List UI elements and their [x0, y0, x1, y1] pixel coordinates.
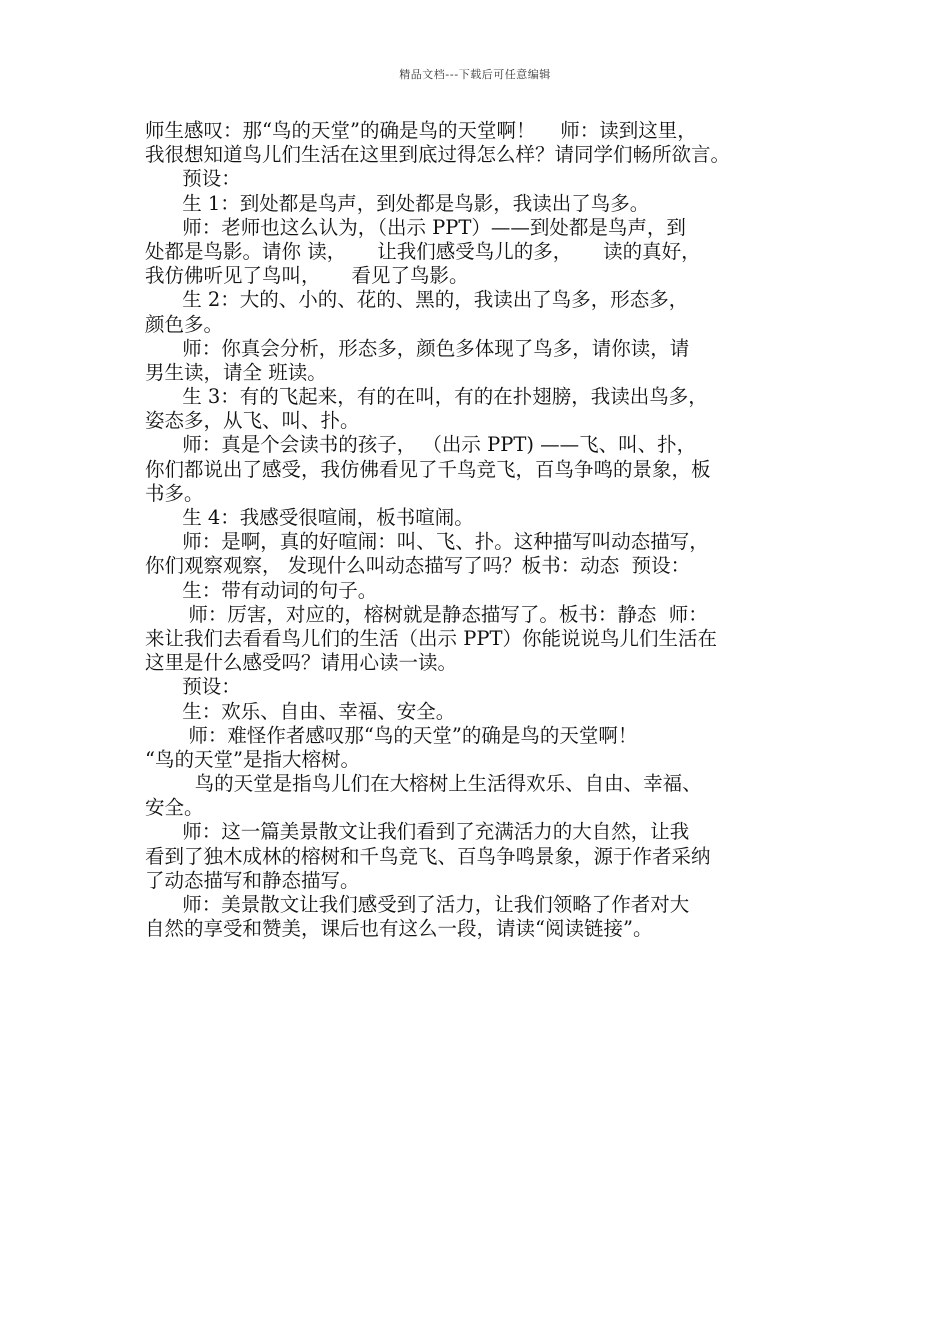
text-line: 我仿佛听见了鸟叫， 看见了鸟影。 — [145, 264, 469, 288]
text-line: 书多。 — [145, 481, 204, 505]
text-line: 姿态多，从飞、叫、扑。 — [145, 409, 360, 433]
text-line: 预设： — [145, 167, 241, 191]
text-line: 师：真是个会读书的孩子， （出示 PPT) ——飞、叫、扑， — [145, 433, 697, 457]
text-line: 你们观察观察， 发现什么叫动态描写了吗？板书：动态 预设： — [145, 554, 691, 578]
text-line: 师：美景散文让我们感受到了活力，让我们领略了作者对大 — [145, 893, 690, 916]
text-line: 自然的享受和赞美，课后也有这么一段，请读“阅读链接”。 — [145, 917, 653, 941]
text-line: 师：难怪作者感叹那“鸟的天堂”的确是鸟的天堂啊！ — [145, 723, 638, 747]
text-line: 生 1：到处都是鸟声，到处都是鸟影，我读出了鸟多。 — [145, 191, 650, 215]
text-line: 师：这一篇美景散文让我们看到了充满活力的大自然，让我 — [145, 820, 690, 844]
text-line: 这里是什么感受吗？请用心读一读。 — [145, 651, 458, 675]
page-header: 精品文档---下载后可任意编辑 — [399, 68, 551, 81]
text-line: 预设： — [145, 675, 241, 699]
text-line: 生 3：有的飞起来，有的在叫，有的在扑翅膀，我读出鸟多， — [145, 385, 708, 409]
text-line: 生：欢乐、自由、幸福、安全。 — [145, 699, 456, 723]
text-line: 我很想知道鸟儿们生活在这里到底过得怎么样？请同学们畅所欲言。 — [145, 143, 731, 167]
text-line: 看到了独木成林的榕树和千鸟竞飞、百鸟争鸣景象，源于作者采纳 — [145, 844, 711, 868]
text-line: 鸟的天堂是指鸟儿们在大榕树上生活得欢乐、自由、幸福、 — [145, 772, 702, 796]
text-line: 了动态描写和静态描写。 — [145, 868, 360, 892]
text-line: 师生感叹：那“鸟的天堂”的确是鸟的天堂啊！ 师：读到这里， — [145, 119, 697, 142]
text-line: 生：带有动词的句子。 — [145, 578, 378, 602]
text-line: 师：是啊，真的好喧闹：叫、飞、扑。这种描写叫动态描写， — [145, 530, 709, 554]
text-line: 师：老师也这么认为，（出示 PPT）——到处都是鸟声，到 — [145, 215, 686, 239]
text-line: 安全。 — [145, 796, 204, 820]
document-body — [145, 119, 825, 941]
text-line: 你们都说出了感受，我仿佛看见了千鸟竞飞，百鸟争鸣的景象，板 — [145, 457, 711, 481]
text-line: “鸟的天堂”是指大榕树。 — [145, 747, 360, 771]
text-line: 师：厉害，对应的，榕树就是静态描写了。板书：静态 师： — [145, 602, 708, 626]
text-line: 生 4：我感受很喧闹，板书喧闹。 — [145, 506, 474, 529]
text-line: 来让我们去看看鸟儿们的生活（出示 PPT）你能说说鸟儿们生活在 — [145, 626, 717, 650]
text-line: 师：你真会分析，形态多，颜色多体现了鸟多，请你读，请 — [145, 336, 690, 360]
text-line: 男生读，请全 班读。 — [145, 360, 327, 384]
text-line: 颜色多。 — [145, 312, 224, 336]
text-line: 处都是鸟影。请你 读， 让我们感受鸟儿的多， 读的真好， — [145, 239, 701, 263]
text-line: 生 2：大的、小的、花的、黑的，我读出了鸟多，形态多， — [145, 288, 689, 312]
